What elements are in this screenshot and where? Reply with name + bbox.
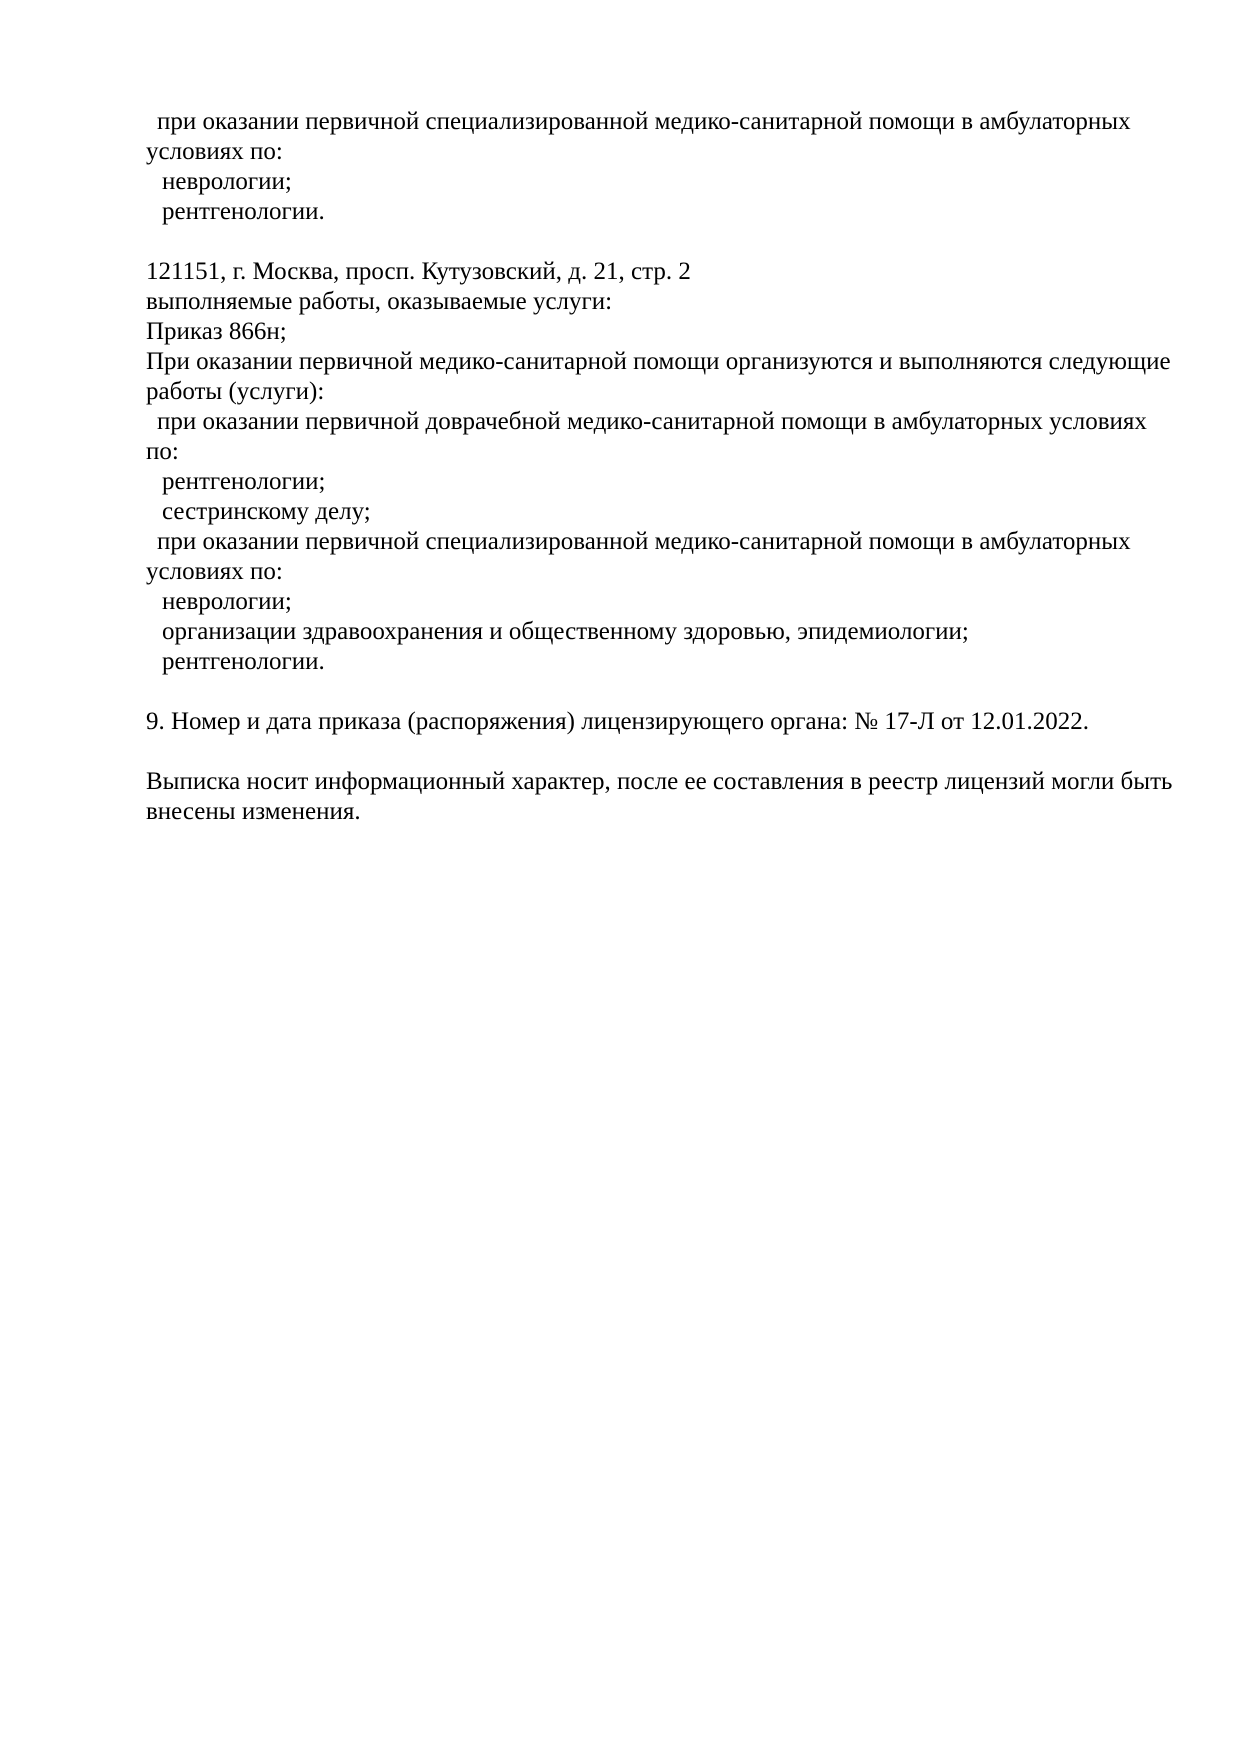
doc-line: Приказ 866н; — [146, 318, 287, 345]
doc-line: организации здравоохранения и общественному здоровью, эпидемиологии; — [162, 618, 969, 645]
doc-line: При оказании первичной медико-санитарной помощи организуются и выполняются следующие — [146, 348, 1171, 375]
doc-line: внесены изменения. — [146, 798, 361, 825]
doc-line: рентгенологии. — [162, 198, 325, 225]
doc-line: сестринскому делу; — [162, 498, 371, 525]
doc-line: при оказании первичной специализированной медико-санитарной помощи в амбулаторных — [157, 528, 1131, 555]
doc-line: неврологии; — [162, 588, 292, 615]
doc-line: по: — [146, 438, 179, 465]
doc-line: рентгенологии; — [162, 468, 326, 495]
doc-line: условиях по: — [146, 558, 283, 585]
doc-line: выполняемые работы, оказываемые услуги: — [146, 288, 613, 315]
doc-line: 9. Номер и дата приказа (распоряжения) лицензирующего органа: № 17-Л от 12.01.2022. — [146, 708, 1090, 735]
doc-line: работы (услуги): — [146, 378, 325, 405]
doc-line: рентгенологии. — [162, 648, 325, 675]
doc-line: неврологии; — [162, 168, 292, 195]
doc-line: условиях по: — [146, 138, 283, 165]
blank-line — [146, 737, 1185, 767]
doc-line: Выписка носит информационный характер, после ее составления в реестр лицензий могли быть — [146, 768, 1173, 795]
doc-line: при оказании первичной доврачебной медико-санитарной помощи в амбулаторных условиях — [157, 408, 1147, 435]
doc-line: 121151, г. Москва, просп. Кутузовский, д. 21, стр. 2 — [146, 258, 691, 285]
blank-line — [146, 227, 1185, 257]
doc-line: при оказании первичной специализированной медико-санитарной помощи в амбулаторных — [157, 108, 1131, 135]
blank-line — [146, 677, 1185, 707]
